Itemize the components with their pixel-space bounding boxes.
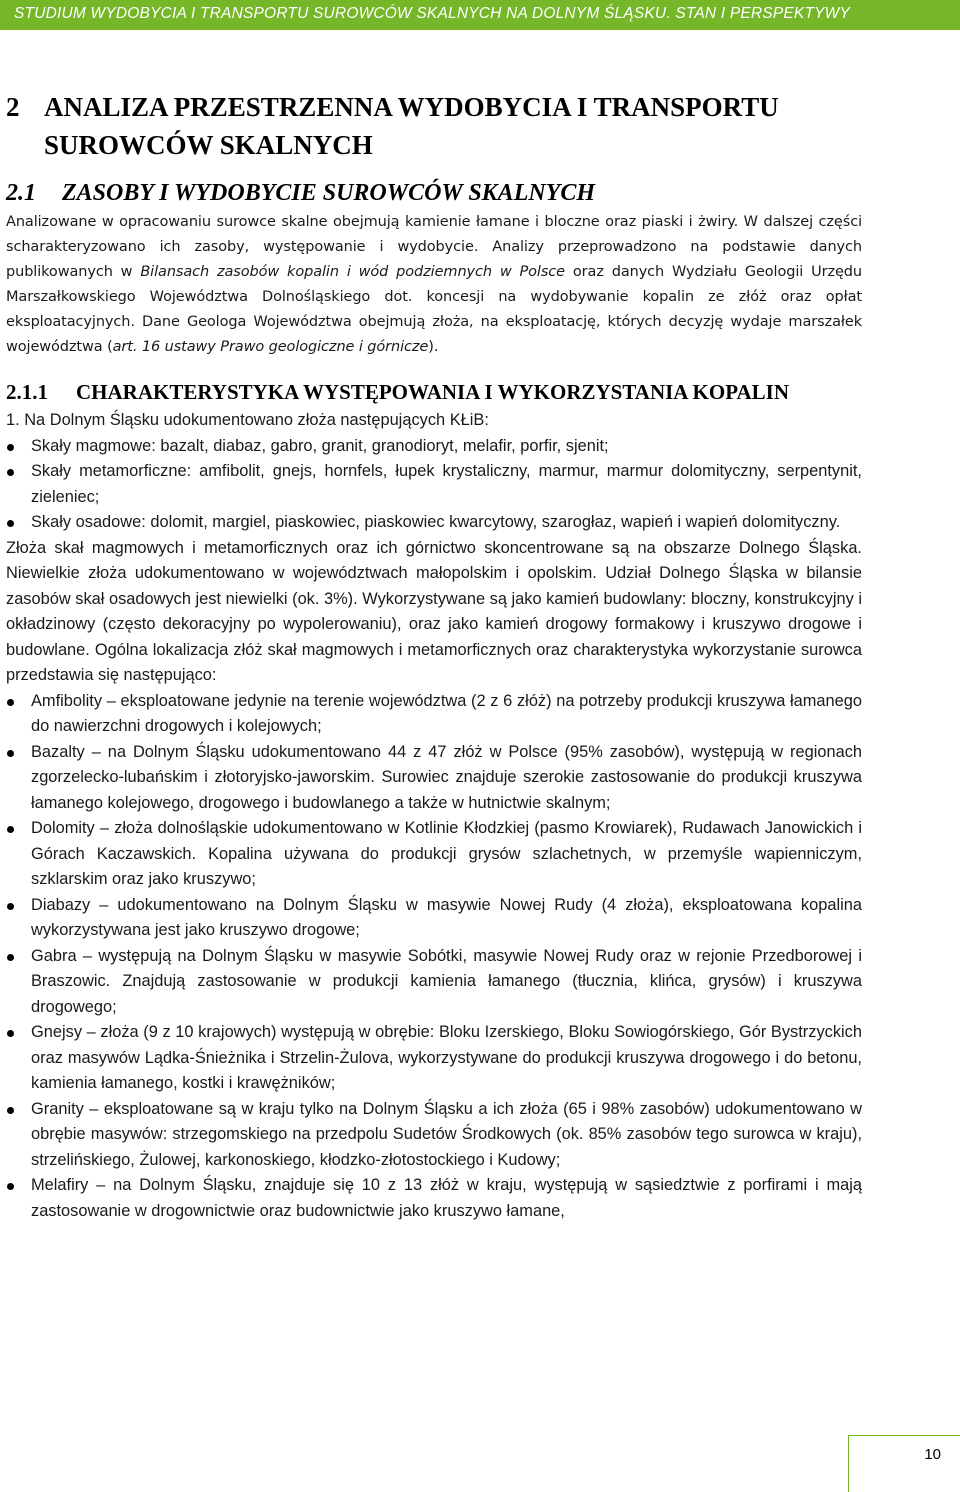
list-item-text: Melafiry – na Dolnym Śląsku, znajduje się 10 z 13 złóż w kraju, występują w sąsiedztwie z porfirami i mają zastosowanie w drogownictwie oraz budownictwie jako kruszywo łamane, [31,1176,862,1220]
list-item [6,740,862,817]
bullet-icon [7,1030,14,1037]
list-item [6,1173,862,1224]
list-item [6,510,862,536]
list-item-text: Skały osadowe: dolomit, margiel, piaskowiec, piaskowiec kwarcytowy, szarogłaz, wapień i wapień dolomityczny. [31,513,841,531]
list-item-text: Skały magmowe: bazalt, diabaz, gabro, granit, granodioryt, melafir, porfir, sjenit; [31,436,609,455]
list-item [6,944,862,1021]
body-paragraph: Złoża skał magmowych i metamorficznych oraz ich górnictwo skoncentrowane są na obszarze Dolnego Śląska. Niewielkie złoża udokumentowano w województwach małopolskim i opolskim. Udział Dolnego Śląska w bilansie zasobów skał osadowych jest niewielki (ok. 3%). Wykorzystywane są jako kamień budowlany: bloczny, konstrukcyjny i okładzinowy (często dekoracyjny po wypolerowaniu), oraz jako kamień drogowy formakowy i kruszywo drogowe i budowlane. Ogólna lokalizacja złóż skał magmowych i metamorficznych oraz charakterystyka wykorzystanie surowca przedstawia się następująco: [6,538,862,684]
intro-paragraph [6,210,862,360]
rock-types-list [6,434,862,536]
subsubsection-number: 2.1.1 [6,380,48,404]
section-heading-2-1 [6,178,862,208]
list-item [6,459,862,510]
bullet-icon [7,903,14,910]
subsection-number: 2.1 [6,180,36,206]
subsubsection-title: CHARAKTERYSTYKA WYSTĘPOWANIA I WYKORZYSTANIA KOPALIN [76,380,790,404]
list-item-text: Dolomity – złoża dolnośląskie udokumentowano w Kotlinie Kłodzkiej (pasmo Krowiarek), Rudawach Janowickich i Górach Kaczawskich. Kopalina używana do produkcji grysów szlachetnych, w przemyśle wapienniczym, szklarskim oraz jako kruszywo; [31,819,862,888]
section-title [44,88,779,164]
list-item-text: Bazalty – na Dolnym Śląsku udokumentowano 44 z 47 złóż w Polsce (95% zasobów), występują w regionach zgorzelecko-lubańskim i złotoryjsko-jaworskim. Surowiec znajduje szerokie zastosowanie do produkcji kruszywa łamanego kolejowego, drogowego i budowlanego a także w hutnictwie skalnym; [31,742,862,812]
list-item-text: Diabazy – udokumentowano na Dolnym Śląsku w masywie Nowej Rudy (4 złoża), eksploatowana kopalina wykorzystywana jest jako kruszywo drogowe; [31,895,862,939]
intro-text-3: ). [428,339,439,355]
list-item-text: Gabra – występują na Dolnym Śląsku w masywie Sobótki, masywie Nowej Rudy oraz w rejonie Przedborowej i Braszowic. Znajdują zastosowanie w produkcji kamienia łamanego (tłucznia, klińca, grysów) i kruszywa drogowego; [31,946,862,1016]
bullet-icon [7,826,14,833]
page-content [6,88,862,1224]
list-item [6,434,862,460]
bullet-icon [7,699,14,706]
bullet-icon [7,750,14,757]
bullet-icon [7,1183,14,1190]
page-number: 10 [924,1446,941,1463]
page-number-box [848,1435,960,1492]
list-item-text: Skały metamorficzne: amfibolit, gnejs, hornfels, łupek krystaliczny, marmur, marmur dolomityczny, serpentynit, zieleniec; [31,462,862,506]
intro-italic-source: Bilansach zasobów kopalin i wód podziemnych w Polsce [140,264,566,280]
list-item [6,816,862,893]
list-item [6,689,862,740]
list-item [6,1097,862,1174]
list-item [6,893,862,944]
characteristics-list [6,689,862,1225]
bullet-icon [7,954,14,961]
section-heading-2 [6,88,862,164]
list-item [6,1020,862,1097]
bullet-icon [7,444,14,451]
subsection-title: ZASOBY I WYDOBYCIE SUROWCÓW SKALNYCH [62,180,596,206]
intro-text-1: Analizowane w opracowaniu surowce skalne obejmują kamienie łamane i bloczne oraz piaski i żwiry. W dalszej części scharakteryzowano ich zasoby, występowanie i wydobycie. Analizy przeprowadzono na podstawie danych publikowanych w [6,214,862,280]
list-item-text: Granity – eksploatowane są w kraju tylko na Dolnym Śląsku a ich złoża (65 i 98% zasobów) udokumentowano w obrębie masywów: strzegomskiego na przedpolu Sudetów Środkowych (ok. 85% zasobów tego surowca w kraju), strzelińskiego, Żulowej, karkonoskiego, kłodzko-złotostockiego i Kudowy; [31,1099,862,1169]
running-header [0,0,960,30]
running-header-title: STUDIUM WYDOBYCIA I TRANSPORTU SUROWCÓW SKALNYCH NA DOLNYM ŚLĄSKU. STAN I PERSPEKTYWY [14,5,851,22]
list-item-text: Gnejsy – złoża (9 z 10 krajowych) występują w obrębie: Bloku Izerskiego, Bloku Sowiogórskiego, Gór Bystrzyckich oraz masywów Lądka-Śnieżnika i Strzelin-Żulova, wykorzystywane do produkcji kruszywa drogowego i do betonu, kamienia łamanego, kostki i krawężników; [31,1023,862,1092]
bullet-icon [7,520,14,527]
section-title-line-2: SUROWCÓW SKALNYCH [44,130,373,160]
intro-italic-law: art. 16 ustawy Prawo geologiczne i górnicze [112,339,429,355]
lead-paragraph: 1. Na Dolnym Śląsku udokumentowano złoża następujących KŁiB: [6,411,489,429]
section-heading-2-1-1 [6,378,862,406]
section-number: 2 [6,92,20,122]
bullet-icon [7,1107,14,1114]
bullet-icon [7,469,14,476]
intro-text-2: oraz danych Wydziału Geologii Urzędu Marszałkowskiego Województwa Dolnośląskiego dot. koncesji na wydobywanie kopalin ze złóż oraz opłat eksploatacyjnych. Dane Geologa Województwa obejmują złoża, na eksploatację, których decyzję wydaje marszałek województwa ( [6,264,863,355]
list-item-text: Amfibolity – eksploatowane jedynie na terenie województwa (2 z 6 złóż) na potrzeby produkcji kruszywa łamanego do nawierzchni drogowych i kolejowych; [31,691,862,735]
section-title-line-1: ANALIZA PRZESTRZENNA WYDOBYCIA I TRANSPORTU [44,92,779,122]
